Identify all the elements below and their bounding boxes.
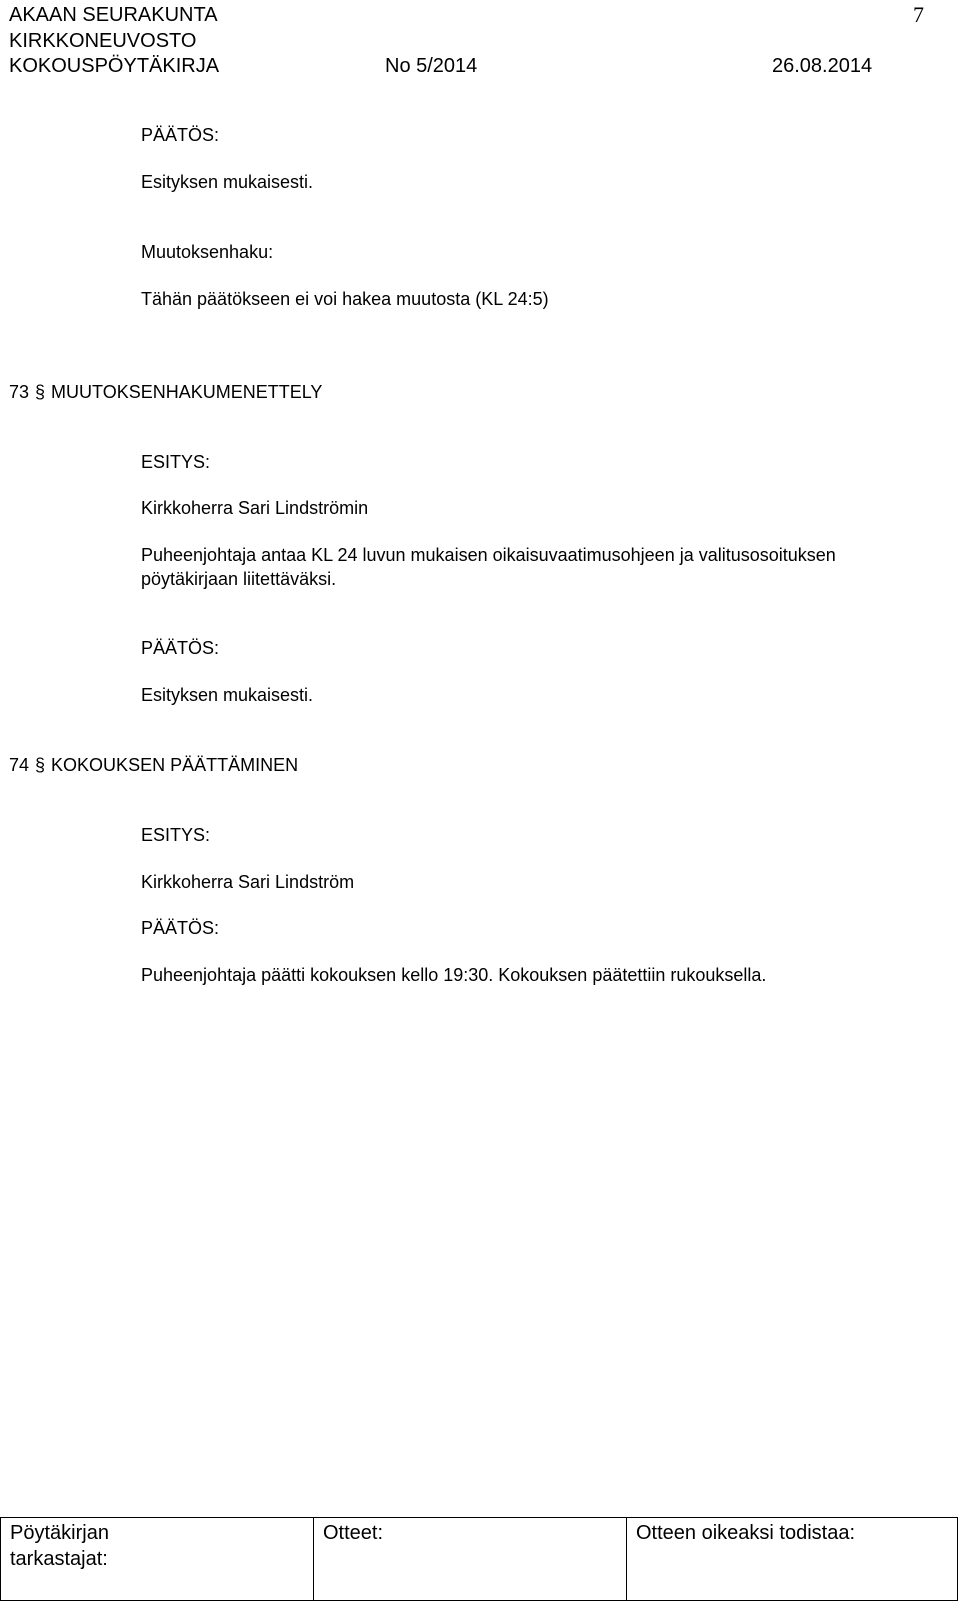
section-73-title: MUUTOKSENHAKUMENETTELY bbox=[51, 382, 323, 402]
header-body: KIRKKONEUVOSTO bbox=[9, 30, 197, 52]
section-73-heading bbox=[9, 381, 322, 403]
header-date: 26.08.2014 bbox=[772, 55, 873, 77]
header-doc-type: KOKOUSPÖYTÄKIRJA bbox=[9, 55, 220, 77]
section-74-esitys-text: Kirkkoherra Sari Lindström bbox=[141, 872, 355, 892]
footer-reviewers-line2: tarkastajat: bbox=[10, 1548, 108, 1570]
section-symbol-icon: § bbox=[35, 382, 46, 402]
section-73-body-line2: pöytäkirjaan liitettäväksi. bbox=[141, 569, 337, 589]
section-symbol-icon: § bbox=[35, 755, 46, 775]
appeal-text: Tähän päätökseen ei voi hakea muutosta (KL 24:5) bbox=[141, 289, 549, 309]
section-74-number: 74 bbox=[9, 755, 30, 775]
appeal-label: Muutoksenhaku: bbox=[141, 242, 274, 262]
section-73-number: 73 bbox=[9, 382, 30, 402]
section-74-paatos-label: PÄÄTÖS: bbox=[141, 918, 220, 938]
footer-certify-label: Otteen oikeaksi todistaa: bbox=[636, 1522, 856, 1544]
section-74-heading bbox=[9, 754, 298, 776]
footer-certify-cell bbox=[627, 1518, 958, 1601]
section-73-esitys-text: Kirkkoherra Sari Lindströmin bbox=[141, 498, 369, 518]
header-number: No 5/2014 bbox=[385, 55, 478, 77]
footer-extracts-label: Otteet: bbox=[323, 1522, 384, 1544]
footer-reviewers-line1: Pöytäkirjan bbox=[10, 1522, 109, 1544]
decision-label: PÄÄTÖS: bbox=[141, 125, 220, 145]
section-73-paatos-text: Esityksen mukaisesti. bbox=[141, 685, 314, 705]
section-73-esitys-label: ESITYS: bbox=[141, 452, 211, 472]
footer-reviewers-cell bbox=[1, 1518, 314, 1601]
page-number: 7 bbox=[913, 2, 924, 27]
decision-text: Esityksen mukaisesti. bbox=[141, 172, 314, 192]
section-74-paatos-text: Puheenjohtaja päätti kokouksen kello 19:30. Kokouksen päätettiin rukouksella. bbox=[141, 965, 767, 985]
section-74-title: KOKOUKSEN PÄÄTTÄMINEN bbox=[51, 755, 299, 775]
signature-footer bbox=[0, 1517, 958, 1601]
section-73-body-line1: Puheenjohtaja antaa KL 24 luvun mukaisen oikaisuvaatimusohjeen ja valitusosoituksen bbox=[141, 545, 836, 565]
header-org: AKAAN SEURAKUNTA bbox=[9, 4, 218, 26]
footer-extracts-cell bbox=[314, 1518, 627, 1601]
section-73-paatos-label: PÄÄTÖS: bbox=[141, 638, 220, 658]
section-74-esitys-label: ESITYS: bbox=[141, 825, 211, 845]
